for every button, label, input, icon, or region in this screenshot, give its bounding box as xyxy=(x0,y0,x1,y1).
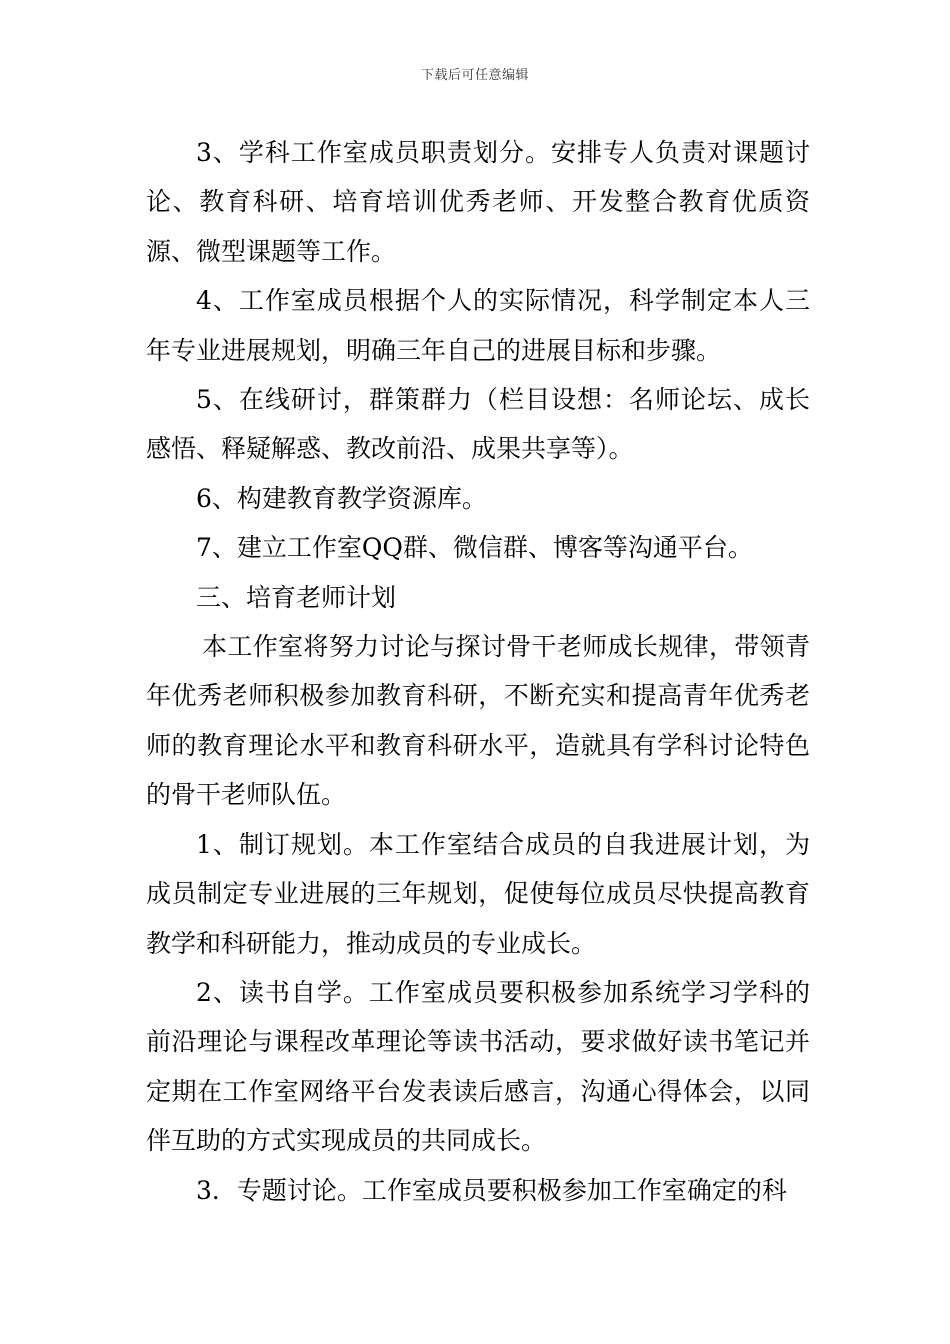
header-note: 下载后可任意编辑 xyxy=(420,68,529,83)
paragraph-item-3: 3、学科工作室成员职责划分。安排专人负责对课题讨论、教育科研、培育培训优秀老师、开发整合教育优质资源、微型课题等工作。 xyxy=(146,138,810,266)
section-intro-paragraph: 本工作室将努力讨论与探讨骨干老师成长规律，带领青年优秀老师积极参加教育科研，不断充实和提高青年优秀老师的教育理论水平和教育科研水平，造就具有学科讨论特色的骨干老师队伍。 xyxy=(146,632,810,810)
paragraph-plan: 1、制订规划。本工作室结合成员的自我进展计划，为成员制定专业进展的三年规划，促使每位成员尽快提高教育教学和科研能力，推动成员的专业成长。 xyxy=(146,829,810,958)
paragraph-item-5: 5、在线研讨，群策群力（栏目设想：名师论坛、成长感悟、释疑解惑、教改前沿、成果共享等）。 xyxy=(146,385,810,464)
section-heading: 三、培育老师计划 xyxy=(196,582,397,612)
paragraph-item-7: 7、建立工作室QQ群、微信群、博客等沟通平台。 xyxy=(196,533,753,563)
paragraph-topic-discussion: 3．专题讨论。工作室成员要积极参加工作室确定的科 xyxy=(196,1175,787,1205)
paragraph-item-6: 6、构建教育教学资源库。 xyxy=(196,483,487,513)
paragraph-item-4: 4、工作室成员根据个人的实际情况，科学制定本人三年专业进展规划，明确三年自己的进展目标和步骤。 xyxy=(146,286,810,365)
document-body xyxy=(146,128,810,1215)
paragraph-reading: 2、读书自学。工作室成员要积极参加系统学习学科的前沿理论与课程改革理论等读书活动，要求做好读书笔记并定期在工作室网络平台发表读后感言，沟通心得体会，以同伴互助的方式实现成员的共同成长。 xyxy=(146,977,810,1156)
